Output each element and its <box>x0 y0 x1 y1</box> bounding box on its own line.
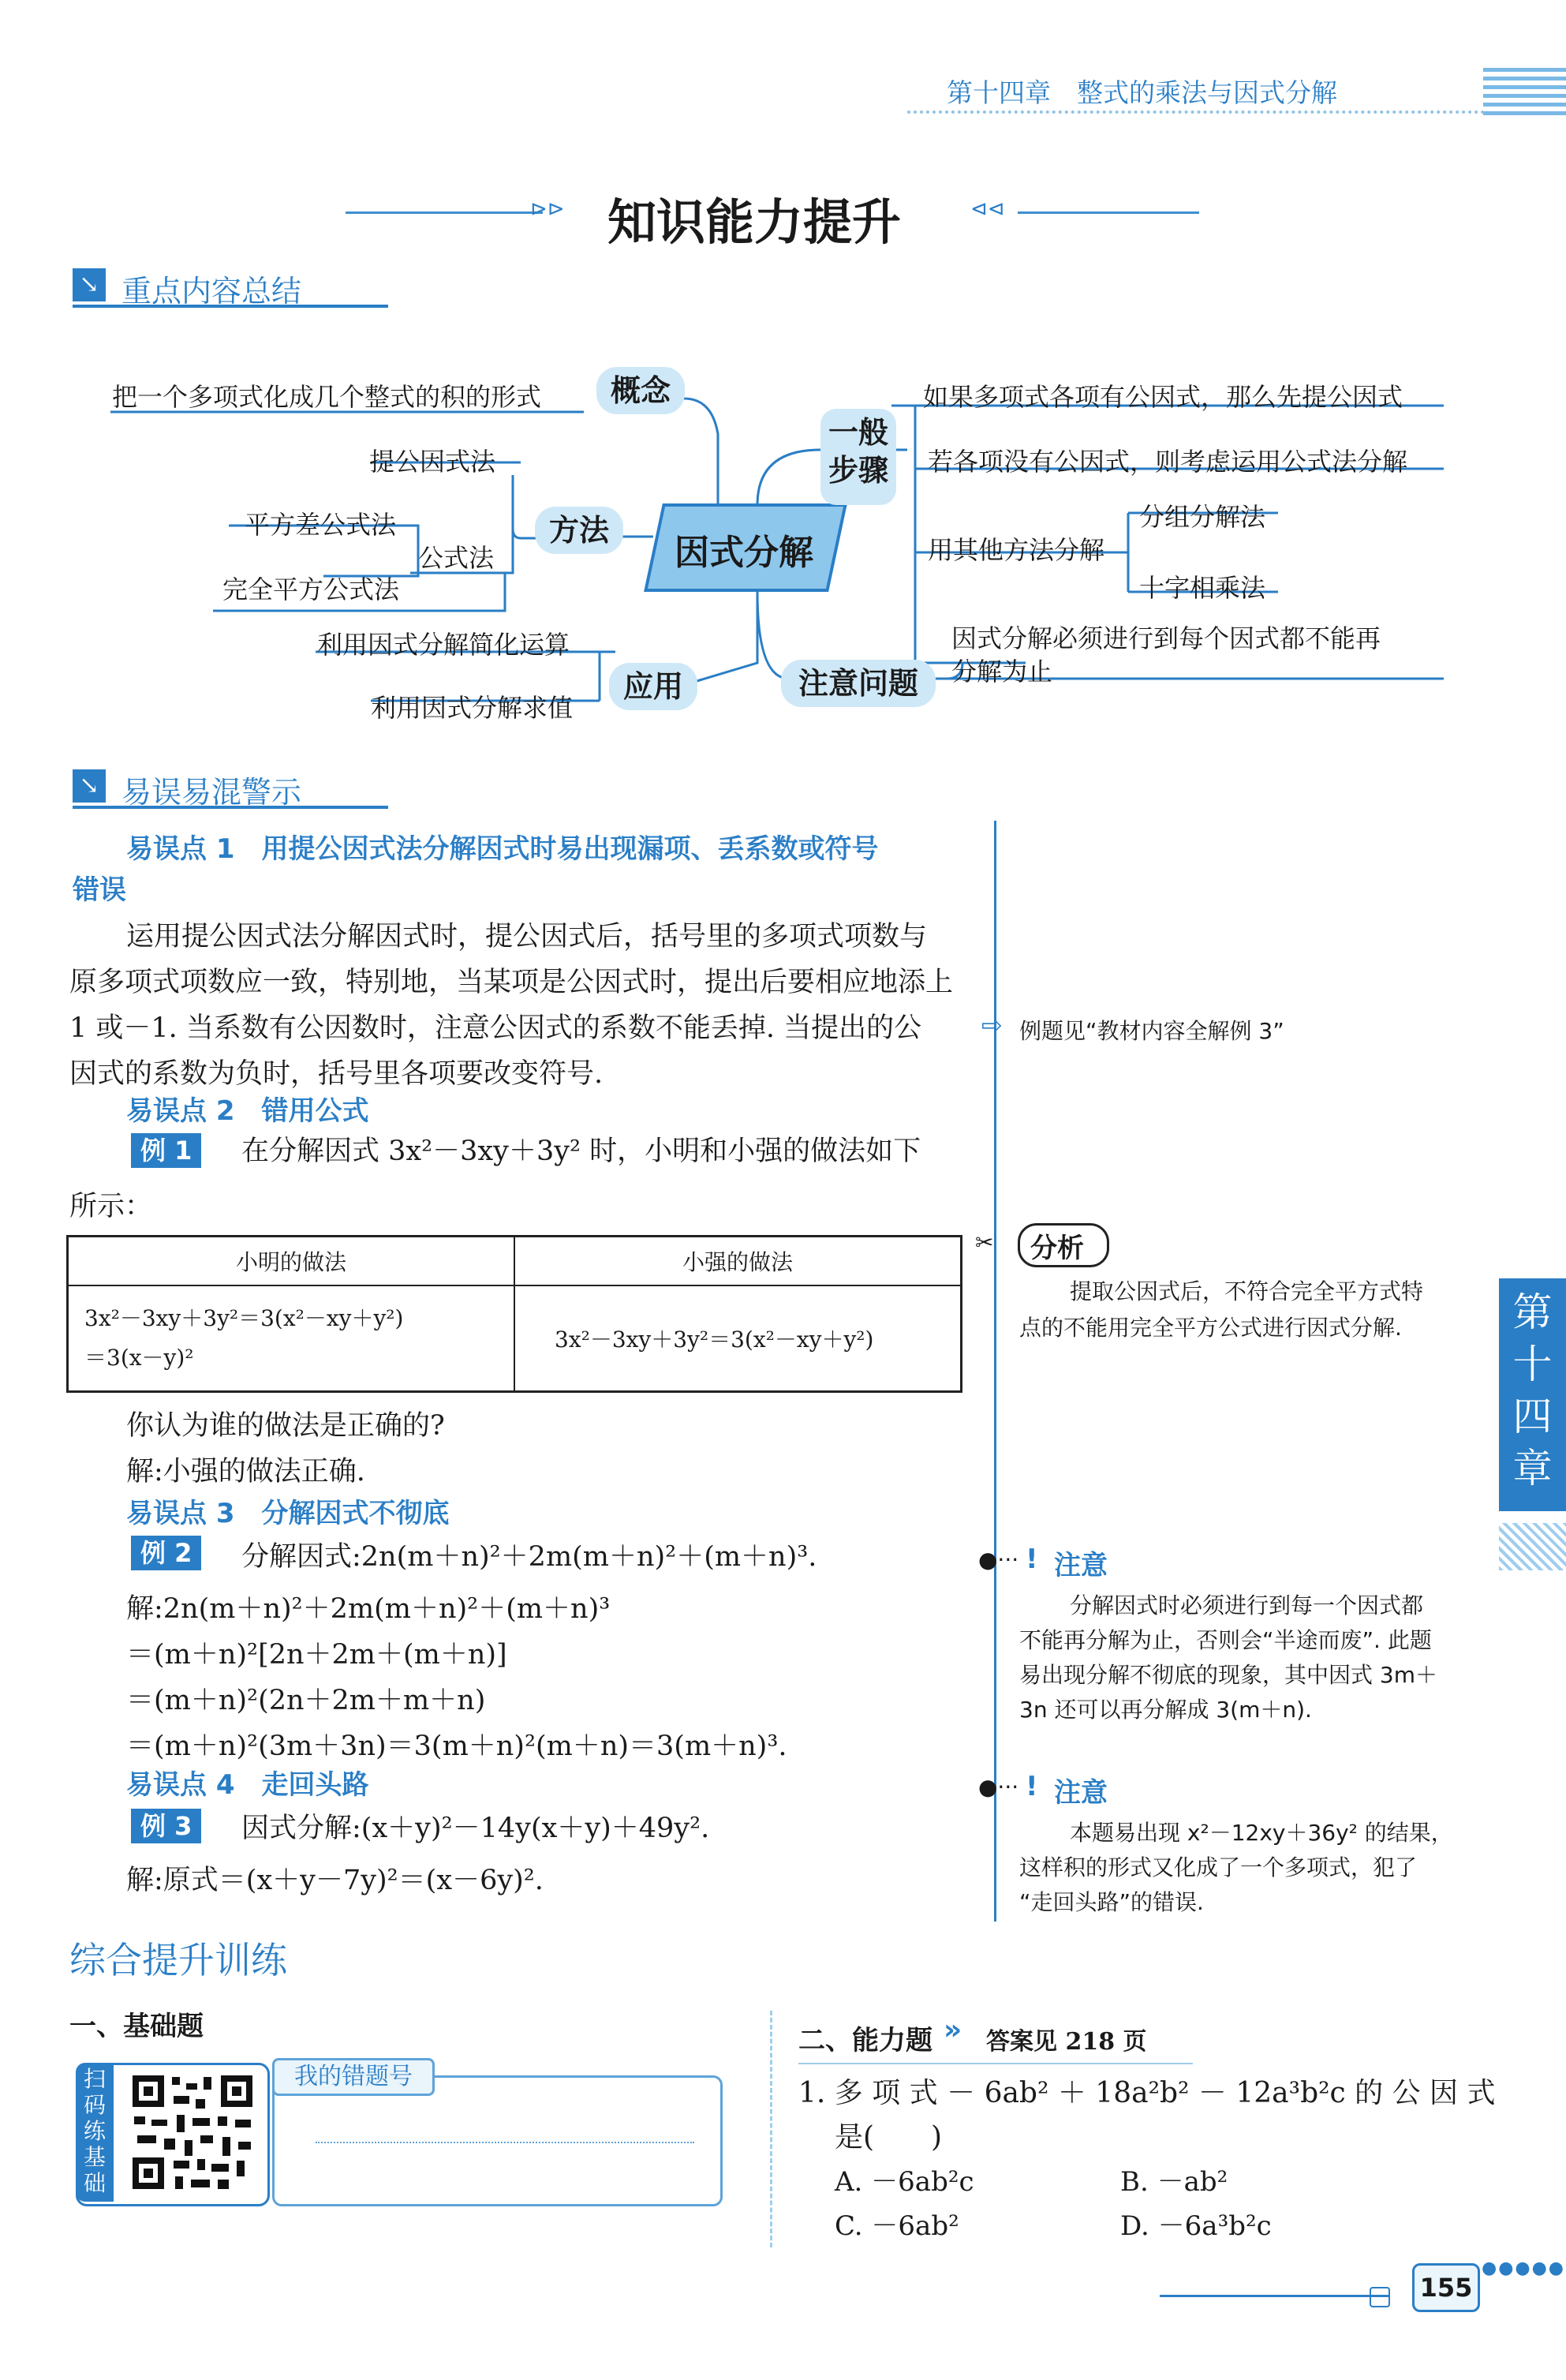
step-1: 如果多项式各项有公因式，那么先提公因式 <box>923 382 1403 412</box>
footer-rule <box>1160 2295 1388 2297</box>
header-dotted-line <box>907 110 1523 114</box>
table-header-xiaoqiang: 小强的做法 <box>514 1237 962 1286</box>
option-a[interactable]: A. －6ab²c <box>835 2166 974 2198</box>
option-d[interactable]: D. －6a³b²c <box>1120 2210 1272 2242</box>
error-point-1-body-1: 运用提公因式法分解因式时，提公因式后，括号里的多项式项数与 <box>126 921 928 952</box>
example-2-sol-1: 解:2n(m＋n)²＋2m(m＋n)²＋(m＋n)³ <box>126 1593 611 1625</box>
note-1-line-2: 不能再分解为止，否则会“半途而废”. 此题 <box>1019 1627 1432 1653</box>
section-underline <box>73 305 388 308</box>
node-attention: 注意问题 <box>781 660 936 707</box>
table-cell-xiaoming <box>68 1285 515 1392</box>
margin-divider <box>994 821 996 1922</box>
example-1-answer: 解:小强的做法正确. <box>126 1456 365 1488</box>
error-point-1-title: 易误点 1 用提公因式法分解因式时易出现漏项、丢系数或符号 <box>126 833 879 865</box>
my-errors-writing-line <box>316 2142 694 2143</box>
error-point-1-title-cont: 错误 <box>73 874 126 906</box>
apply-item-2: 利用因式分解求值 <box>371 693 574 723</box>
error-point-1-body-2: 原多项式项数应一致，特别地，当某项是公因式时，提出后要相应地添上 <box>69 967 954 998</box>
comparison-table <box>66 1235 962 1393</box>
step-3: 用其他方法分解 <box>928 535 1105 565</box>
double-chevron-icon: » <box>944 2014 962 2046</box>
table-header-xiaoming: 小明的做法 <box>68 1237 515 1286</box>
title-left-rule <box>346 211 543 214</box>
my-errors-label: 我的错题号 <box>272 2058 435 2096</box>
footer-dots-icon: ●●●●● <box>1482 2258 1565 2278</box>
note-2-line-3: “走回头路”的错误. <box>1019 1889 1204 1915</box>
step-3a: 分组分解法 <box>1139 502 1266 532</box>
mindmap-center: 因式分解 <box>675 533 813 573</box>
qr-char: 扫 <box>83 2066 106 2092</box>
chapter-header: 第十四章 整式的乘法与因式分解 <box>947 77 1337 108</box>
attention-text-1: 因式分解必须进行到每个因式都不能再 <box>951 623 1381 653</box>
qr-char: 练 <box>83 2118 106 2144</box>
chapter-tab <box>1499 1278 1566 1511</box>
node-concept: 概念 <box>596 367 685 414</box>
title-right-rule <box>1018 211 1199 214</box>
section-warning <box>73 769 388 810</box>
basic-title: 一、基础题 <box>69 2011 204 2042</box>
xiaoming-line-1: 3x²－3xy＋3y²＝3(x²－xy＋y²) <box>84 1305 404 1331</box>
section-underline <box>73 806 388 809</box>
method-formula: 公式法 <box>418 543 495 573</box>
example-1-text-cont: 所示： <box>69 1191 153 1222</box>
chapter-tab-char: 四 <box>1512 1394 1553 1439</box>
analysis-line-1: 提取公因式后，不符合完全平方式特 <box>1070 1278 1424 1304</box>
qr-char: 码 <box>83 2092 106 2118</box>
title-left-arrow-icon: ⊳⊳ <box>530 197 565 221</box>
arrow-icon: ↘ <box>73 769 106 803</box>
step-3b: 十字相乘法 <box>1139 573 1266 603</box>
node-method: 方法 <box>535 507 623 554</box>
question-1-stem-cont: 是( ) <box>835 2121 943 2154</box>
column-divider <box>770 2011 772 2247</box>
error-point-3-title: 易误点 3 分解因式不彻底 <box>126 1498 450 1529</box>
note-2-line-2: 这样积的形式又化成了一个多项式，犯了 <box>1019 1854 1418 1880</box>
example-3-badge: 例 3 <box>131 1809 201 1843</box>
method-common: 提公因式法 <box>369 447 496 477</box>
scissor-pointer-icon: ✂ <box>975 1229 994 1255</box>
ability-underline <box>798 2063 1193 2064</box>
method-diff-squares: 平方差公式法 <box>245 510 397 540</box>
qr-side-label <box>76 2063 114 2202</box>
example-2-sol-2: ＝(m＋n)²[2n＋2m＋(m＋n)] <box>126 1639 507 1671</box>
option-c[interactable]: C. －6ab² <box>835 2210 959 2242</box>
analysis-label: 分析 <box>1030 1233 1084 1264</box>
note-2-line-1: 本题易出现 x²－12xy＋36y² 的结果， <box>1070 1820 1453 1846</box>
concept-text: 把一个多项式化成几个整式的积的形式 <box>112 382 542 412</box>
section-summary-title: 重点内容总结 <box>121 274 302 309</box>
example-3-solution: 解:原式＝(x＋y－7y)²＝(x－6y)². <box>126 1865 544 1896</box>
example-1-question: 你认为谁的做法是正确的? <box>126 1410 445 1442</box>
attention-text-2: 分解为止 <box>951 657 1053 687</box>
alert-icon: ! <box>1026 1771 1038 1802</box>
example-2-badge: 例 2 <box>131 1536 201 1570</box>
qr-char: 基 <box>83 2144 106 2170</box>
node-steps-line-2: 步骤 <box>828 453 888 488</box>
footer-square-icon <box>1370 2287 1390 2307</box>
note-1-line-4: 3n 还可以再分解成 3(m＋n). <box>1019 1697 1312 1723</box>
example-2-sol-4: ＝(m＋n)²(3m＋3n)＝3(m＋n)²(m＋n)＝3(m＋n)³. <box>126 1731 787 1762</box>
example-1-badge: 例 1 <box>131 1133 201 1168</box>
step-2: 若各项没有公因式，则考虑运用公式法分解 <box>928 447 1408 477</box>
xiaoming-line-2: ＝3(x－y)² <box>84 1345 194 1371</box>
qr-code-icon[interactable] <box>129 2072 256 2192</box>
chapter-tab-char: 章 <box>1512 1446 1553 1491</box>
answer-reference: 答案见 218 页 <box>986 2028 1147 2056</box>
error-point-4-title: 易误点 4 走回头路 <box>126 1769 369 1801</box>
note-1-pointer-icon: ●··· <box>978 1547 1019 1573</box>
page-number: 155 <box>1412 2263 1480 2312</box>
note-1-line-1: 分解因式时必须进行到每一个因式都 <box>1070 1592 1424 1618</box>
note-1-line-3: 易出现分解不彻底的现象，其中因式 3m＋ <box>1019 1662 1437 1688</box>
chapter-tab-char: 十 <box>1512 1342 1553 1387</box>
analysis-line-2: 点的不能用完全平方公式进行因式分解. <box>1019 1315 1402 1341</box>
pointer-arrow-icon: ⇨ <box>981 1010 1003 1040</box>
example-1-text: 在分解因式 3x²－3xy＋3y² 时，小明和小强的做法如下 <box>241 1136 921 1167</box>
section-summary <box>73 268 388 309</box>
option-b[interactable]: B. －ab² <box>1120 2166 1228 2198</box>
title-right-arrow-icon: ⊲⊲ <box>970 197 1005 221</box>
example-3-text: 因式分解:(x＋y)²－14y(x＋y)＋49y². <box>241 1813 710 1844</box>
section-warning-title: 易误易混警示 <box>121 775 302 810</box>
question-1-stem: 1. 多 项 式 － 6ab² ＋ 18a²b² － 12a³b²c 的 公 因 式 <box>798 2077 1496 2109</box>
chapter-tab-char: 第 <box>1512 1289 1553 1335</box>
arrow-icon: ↘ <box>73 268 106 301</box>
error-point-1-body-3: 1 或－1. 当系数有公因数时，注意公因式的系数不能丢掉. 当提出的公 <box>69 1012 922 1044</box>
apply-item-1: 利用因式分解简化运算 <box>317 630 570 660</box>
method-perfect-square: 完全平方公式法 <box>222 574 400 604</box>
chapter-tab-hatch <box>1499 1523 1566 1570</box>
training-title: 综合提升训练 <box>69 1939 287 1981</box>
note-2-label: 注意 <box>1054 1777 1108 1809</box>
example-2-text: 分解因式:2n(m＋n)²＋2m(m＋n)²＋(m＋n)³. <box>241 1541 817 1573</box>
example-2-sol-3: ＝(m＋n)²(2n＋2m＋m＋n) <box>126 1685 486 1716</box>
node-steps <box>820 409 896 505</box>
error-point-1-body-4: 因式的系数为负时，括号里各项要改变符号. <box>69 1058 604 1090</box>
node-steps-line-1: 一般 <box>828 415 888 450</box>
page-title: 知识能力提升 <box>607 193 902 251</box>
header-book-graphic <box>1483 68 1566 115</box>
node-apply: 应用 <box>609 663 697 710</box>
qr-char: 础 <box>83 2170 106 2196</box>
ability-title: 二、能力题 <box>798 2025 932 2056</box>
table-cell-xiaoqiang: 3x²－3xy＋3y²＝3(x²－xy＋y²) <box>514 1285 962 1392</box>
alert-icon: ! <box>1026 1544 1038 1575</box>
note-1-label: 注意 <box>1054 1550 1108 1581</box>
example-reference: 例题见“教材内容全解例 3” <box>1019 1018 1284 1044</box>
error-point-2-title: 易误点 2 错用公式 <box>126 1095 369 1127</box>
note-2-pointer-icon: ●··· <box>978 1774 1019 1800</box>
